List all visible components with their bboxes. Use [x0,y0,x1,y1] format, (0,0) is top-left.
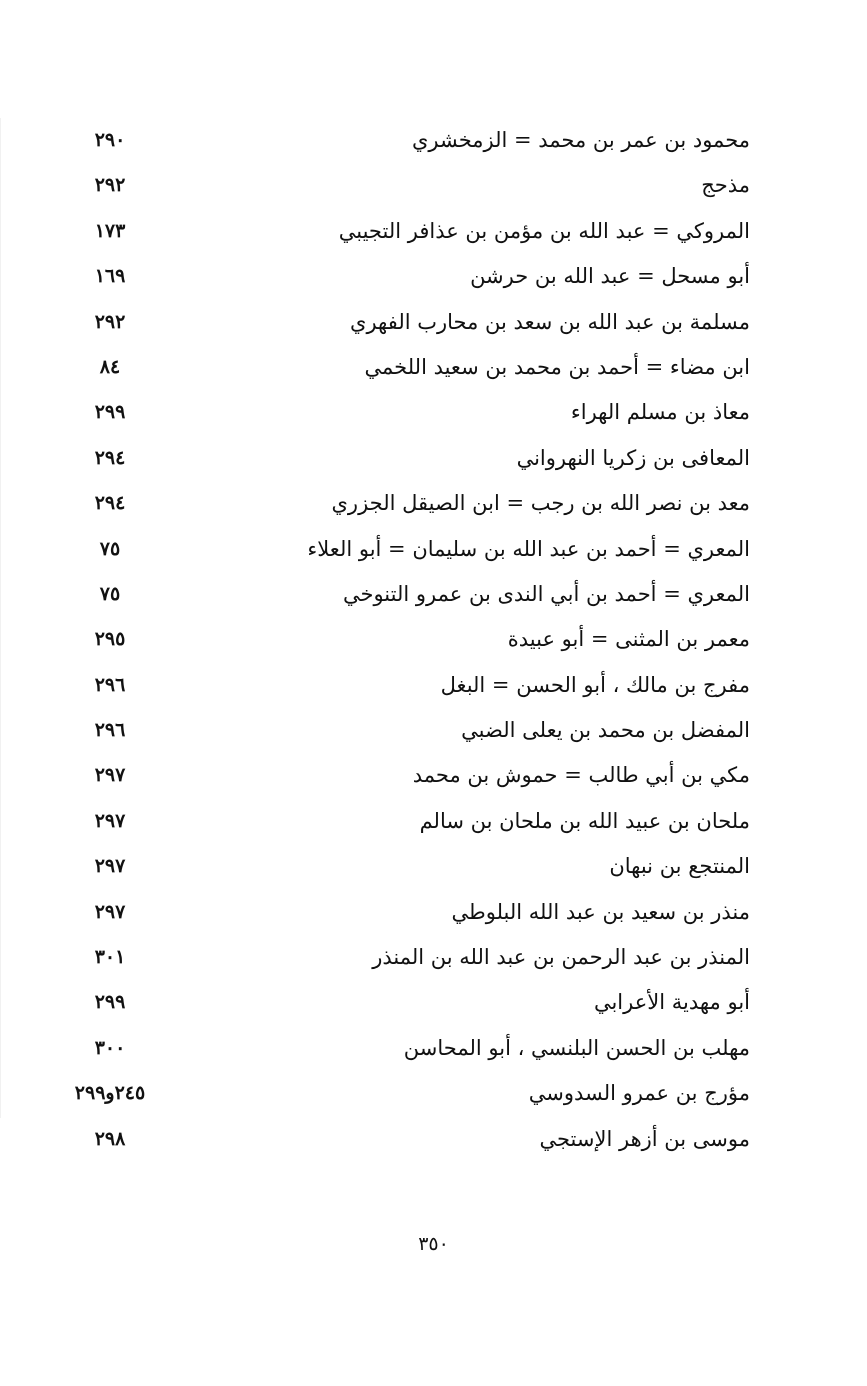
entry-name: ملحان بن عبيد الله بن ملحان بن سالم [419,808,750,833]
index-entry [40,254,750,299]
entry-name: معاذ بن مسلم الهراء [570,400,750,425]
index-entry [40,753,750,798]
index-entry [40,617,750,662]
entry-page-ref: ٢٩٢ [94,310,126,333]
index-entry [40,209,750,254]
index-entry [40,481,750,526]
entry-page-ref: ٢٩٧ [94,809,126,832]
index-entry [40,663,750,708]
entry-name: ابن مضاء = أحمد بن محمد بن سعيد اللخمي [364,354,750,379]
entry-page-ref: ٢٩٠ [94,129,126,151]
entry-page-ref: ٢٩٢ [94,174,126,197]
entry-name: المفضل بن محمد بن يعلى الضبي [461,718,750,743]
entry-page-ref: ١٧٣ [94,219,126,242]
entry-name: المنذر بن عبد الرحمن بن عبد الله بن المنذر [372,945,750,970]
entry-page-ref: ٢٩٤ [94,492,126,515]
entry-page-ref: ٢٩٧ [94,764,126,787]
page-number: ٣٥٠ [418,1233,449,1255]
entry-name: المروكي = عبد الله بن مؤمن بن عذافر التجيبي [338,218,750,243]
entry-name: محمود بن عمر بن محمد = الزمخشري [411,128,750,152]
entry-name: منذر بن سعيد بن عبد الله البلوطي [451,899,750,924]
entry-name: المعري = أحمد بن عبد الله بن سليمان = أبو العلاء [307,536,750,561]
entry-name: موسى بن أزهر الإستجي [539,1126,750,1151]
entry-name: مؤرج بن عمرو السدوسي [528,1081,750,1106]
entry-page-ref: ٢٩٧ [94,855,126,878]
entry-page-ref: ٢٤٥و٢٩٩ [74,1082,146,1105]
index-entry [40,890,750,935]
entry-page-ref: ٢٩٥ [94,628,126,651]
page-edge-shadow [0,118,1,1118]
index-entry [40,345,750,390]
entry-name: مفرج بن مالك ، أبو الحسن = البغل [440,672,750,697]
entry-name: المعافى بن زكريا النهرواني [516,445,750,470]
name-index-list [40,118,750,1162]
entry-page-ref: ٨٤ [99,355,121,378]
index-entry [40,844,750,889]
entry-page-ref: ٢٩٧ [94,900,126,923]
index-entry [40,980,750,1025]
entry-page-ref: ١٦٩ [94,265,126,288]
entry-page-ref: ٢٩٩ [94,401,126,424]
index-entry [40,935,750,980]
index-entry [40,118,750,163]
entry-name: معمر بن المثنى = أبو عبيدة [507,627,750,652]
entry-page-ref: ٧٥ [99,537,121,560]
entry-name: المنتجع بن نبهان [609,854,750,879]
entry-name: مكي بن أبي طالب = حموش بن محمد [412,763,750,788]
entry-name: مهلب بن الحسن البلنسي ، أبو المحاسن [403,1035,750,1060]
entry-page-ref: ٢٩٨ [94,1127,126,1150]
entry-page-ref: ٢٩٦ [94,673,126,696]
entry-name: أبو مسحل = عبد الله بن حرشن [470,264,750,289]
index-entry [40,300,750,345]
entry-page-ref: ٢٩٦ [94,719,126,742]
index-entry [40,708,750,753]
entry-page-ref: ٧٥ [99,582,121,605]
index-entry [40,572,750,617]
entry-name: مذحج [701,173,750,198]
index-entry [40,1026,750,1071]
index-entry [40,436,750,481]
index-entry [40,390,750,435]
entry-page-ref: ٣٠٠ [94,1036,126,1059]
entry-name: مسلمة بن عبد الله بن سعد بن محارب الفهري [350,309,750,334]
entry-name: معد بن نصر الله بن رجب = ابن الصيقل الجزري [331,491,750,516]
index-entry [40,799,750,844]
index-entry [40,1117,750,1162]
index-entry [40,527,750,572]
index-entry [40,163,750,208]
entry-page-ref: ٢٩٤ [94,446,126,469]
entry-page-ref: ٢٩٩ [94,991,126,1014]
entry-name: أبو مهدية الأعرابي [593,990,750,1015]
index-entry [40,1071,750,1116]
entry-page-ref: ٣٠١ [94,946,126,969]
entry-name: المعري = أحمد بن أبي الندى بن عمرو التنوخي [342,581,750,606]
